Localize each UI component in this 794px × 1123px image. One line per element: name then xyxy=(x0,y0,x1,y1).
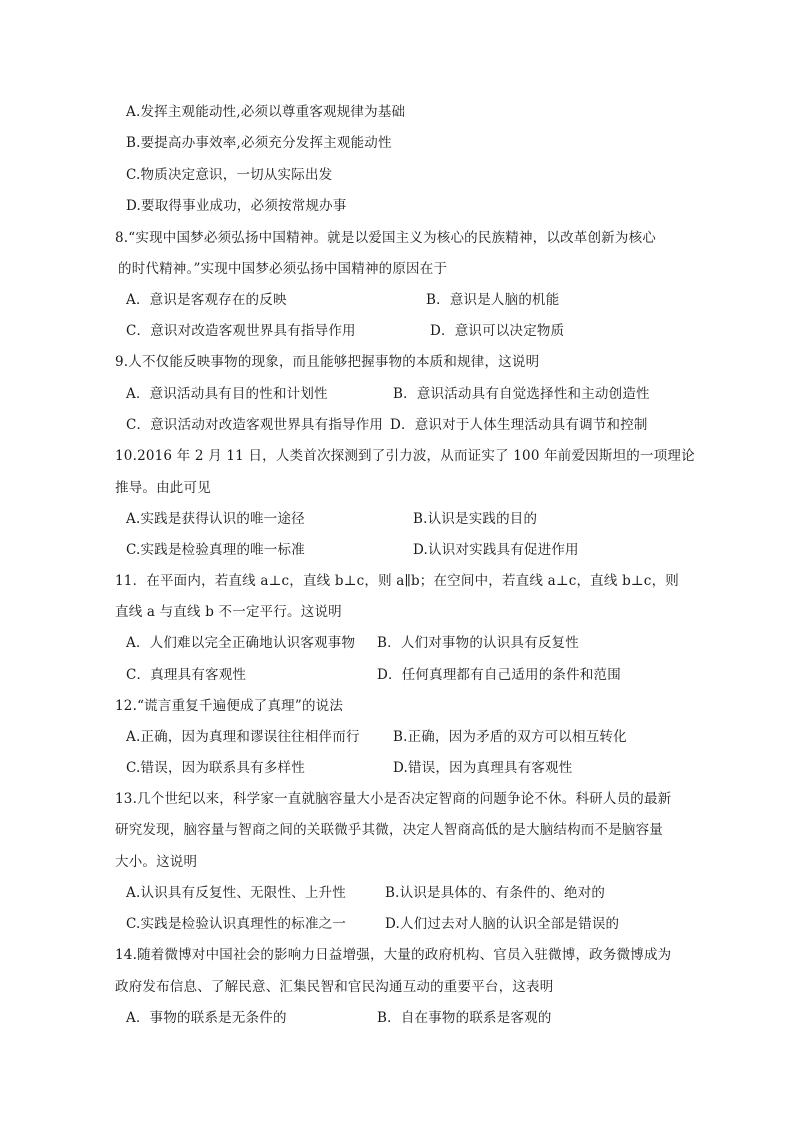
q11-stem-line2: 直线 a 与直线 b 不一定平行。这说明 xyxy=(115,604,342,620)
q14-option-b: B．自在事物的联系是客观的 xyxy=(377,1010,552,1026)
q8-option-a: A．意识是客观存在的反映 xyxy=(126,292,287,308)
q10-option-c: C.实践是检验真理的唯一标准 xyxy=(126,542,305,558)
q11-option-d: D．任何真理都有自己适用的条件和范围 xyxy=(377,667,621,683)
q14-stem-line2: 政府发布信息、了解民意、汇集民智和官民沟通互动的重要平台，这表明 xyxy=(115,979,554,995)
q12-option-b: B.正确，因为矛盾的双方可以相互转化 xyxy=(393,729,627,745)
q10-stem-line2: 推导。由此可见 xyxy=(115,480,211,496)
q9-option-c: C．意识活动对改造客观世界具有指导作用 xyxy=(126,417,384,433)
q11-option-a: A．人们难以完全正确地认识客观事物 xyxy=(126,635,356,651)
q10-option-d: D.认识对实践具有促进作用 xyxy=(413,542,579,558)
q11-option-b: B．人们对事物的认识具有反复性 xyxy=(377,635,579,651)
q8-option-b: B．意识是人脑的机能 xyxy=(426,292,560,308)
q12-option-a: A.正确，因为真理和谬误往往相伴而行 xyxy=(126,729,360,745)
q7-option-d: D.要取得事业成功，必须按常规办事 xyxy=(126,198,347,214)
q8-stem-line2: 的时代精神。”实现中国梦必须弘扬中国精神的原因在于 xyxy=(118,261,448,277)
q8-option-c: C．意识对改造客观世界具有指导作用 xyxy=(126,323,356,339)
q11-option-c: C．真理具有客观性 xyxy=(126,667,247,683)
q13-option-d: D.人们过去对人脑的认识全部是错误的 xyxy=(385,916,620,932)
q9-option-a: A．意识活动具有目的性和计划性 xyxy=(126,386,328,402)
q13-stem-line3: 大小。这说明 xyxy=(115,854,198,870)
q9-option-d: D．意识对于人体生理活动具有调节和控制 xyxy=(390,417,648,433)
q7-option-b: B.要提高办事效率,必须充分发挥主观能动性 xyxy=(126,135,392,151)
q13-option-c: C.实践是检验认识真理性的标准之一 xyxy=(126,916,347,932)
q11-stem-line1: 11．在平面内，若直线 a⊥c，直线 b⊥c，则 a∥b；在空间中，若直线 a⊥c，直线 b⊥c，则 xyxy=(115,573,679,589)
q8-stem-line1: 8.“实现中国梦必须弘扬中国精神。就是以爱国主义为核心的民族精神，以改革创新为核心 xyxy=(115,230,656,246)
q13-stem-line2: 研究发现，脑容量与智商之间的关联微乎其微，决定人智商高低的是大脑结构而不是脑容量 xyxy=(115,822,663,838)
q8-option-d: D．意识可以决定物质 xyxy=(430,323,565,339)
q14-stem-line1: 14.随着微博对中国社会的影响力日益增强，大量的政府机构、官员入驻微博，政务微博成为 xyxy=(115,947,672,963)
q13-option-a: A.认识具有反复性、无限性、上升性 xyxy=(126,885,346,901)
q13-stem-line1: 13.几个世纪以来，科学家一直就脑容量大小是否决定智商的问题争论不休。科研人员的最新 xyxy=(115,791,672,807)
q12-stem-line1: 12.“谎言重复千遍便成了真理”的说法 xyxy=(115,698,344,714)
q7-option-a: A.发挥主观能动性,必须以尊重客观规律为基础 xyxy=(126,104,406,120)
q12-option-c: C.错误，因为联系具有多样性 xyxy=(126,760,305,776)
q13-option-b: B.认识是具体的、有条件的、绝对的 xyxy=(385,885,606,901)
q10-option-a: A.实践是获得认识的唯一途径 xyxy=(126,511,305,527)
q10-stem-line1: 10.2016 年 2 月 11 日，人类首次探测到了引力波，从而证实了 100 年前爱因斯坦的一项理论 xyxy=(115,448,695,464)
q14-option-a: A．事物的联系是无条件的 xyxy=(126,1010,287,1026)
q10-option-b: B.认识是实践的目的 xyxy=(413,511,538,527)
q12-option-d: D.错误，因为真理具有客观性 xyxy=(393,760,573,776)
q7-option-c: C.物质决定意识，一切从实际出发 xyxy=(126,167,333,183)
q9-stem-line1: 9.人不仅能反映事物的现象，而且能够把握事物的本质和规律，这说明 xyxy=(115,354,540,370)
q9-option-b: B．意识活动具有自觉选择性和主动创造性 xyxy=(393,386,650,402)
